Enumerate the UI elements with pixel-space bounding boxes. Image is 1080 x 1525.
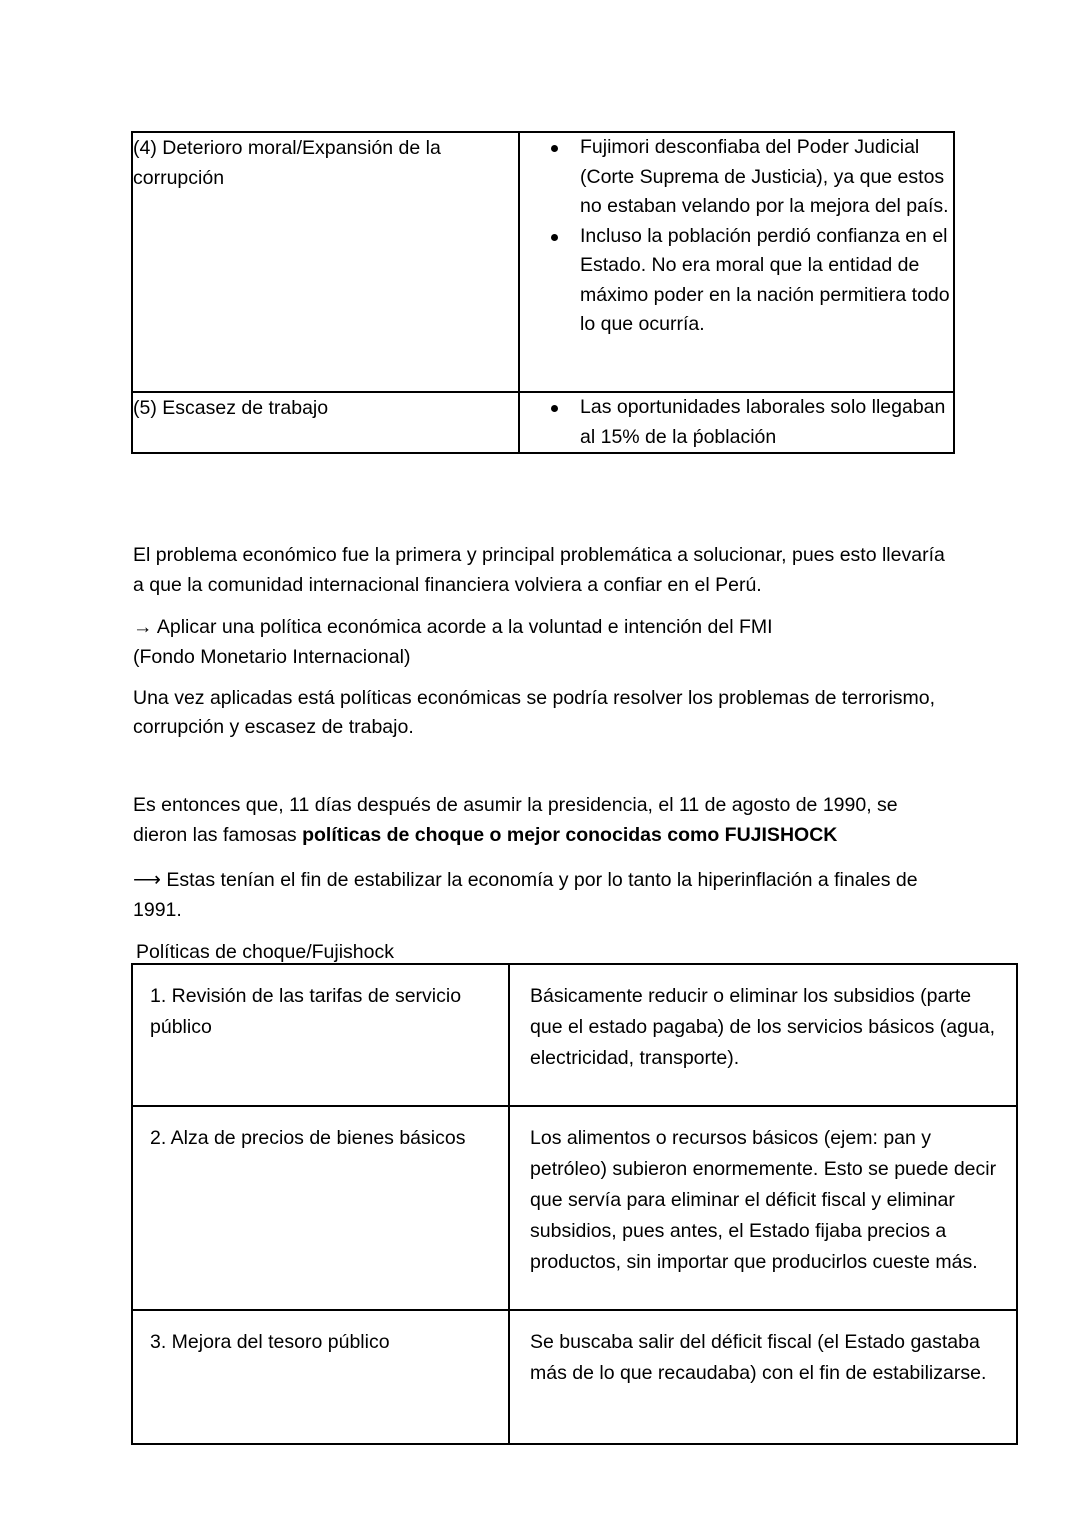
paragraph-estas-tenian: ⟶ Estas tenían el fin de estabilizar la economía y por lo tanto la hiperinflación a finales de 1991. <box>133 869 918 921</box>
paragraph-una-vez-aplicadas: Una vez aplicadas está políticas económicas se podría resolver los problemas de terrorismo, corrupción y escasez de trabajo. <box>133 687 936 738</box>
list-item: Fujimori desconfiaba del Poder Judicial (Corte Suprema de Justicia), ya que estos no estaban velando por la mejora del país. <box>520 133 953 222</box>
policy-label-2: 2. Alza de precios de bienes básicos <box>132 1106 509 1310</box>
fujishock-bold-phrase: políticas de choque o mejor conocidas como FUJISHOCK <box>302 824 838 846</box>
policies-table <box>131 963 1018 1445</box>
policy-description-1: Básicamente reducir o eliminar los subsidios (parte que el estado pagaba) de los servicios básicos (agua, electricidad, transporte). <box>509 964 1017 1106</box>
fmi-line-1: → Aplicar una política económica acorde a la voluntad e intención del FMI <box>133 616 773 638</box>
problem-detail-moral <box>519 132 954 392</box>
problem-detail-escasez <box>519 392 954 453</box>
bullet-list <box>520 133 953 340</box>
problem-label-escasez: (5) Escasez de trabajo <box>132 392 519 453</box>
bullet-list <box>520 393 953 452</box>
table-row <box>132 392 954 453</box>
paragraph-fujishock <box>133 790 955 850</box>
paragraph-fmi <box>133 612 951 672</box>
problems-table <box>131 131 955 454</box>
paragraph-problema-economico: El problema económico fue la primera y principal problemática a solucionar, pues esto llevaría a que la comunidad internacional financiera volviera a confiar en el Perú. <box>133 544 945 596</box>
table-row <box>132 1310 1017 1444</box>
fujishock-text-prefix: Es entonces que, 11 días después de asumir la presidencia, el 11 de agosto de 1990, se dieron las famosas <box>133 794 898 846</box>
fmi-line-2: (Fondo Monetario Internacional) <box>133 646 411 668</box>
table-row <box>132 964 1017 1106</box>
list-item: Incluso la población perdió confianza en el Estado. No era moral que la entidad de máximo poder en la nación permitiera todo lo que ocurría. <box>520 222 953 340</box>
table-row <box>132 132 954 392</box>
policy-label-3: 3. Mejora del tesoro público <box>132 1310 509 1444</box>
policy-label-1: 1. Revisión de las tarifas de servicio público <box>132 964 509 1106</box>
table-row <box>132 1106 1017 1310</box>
policy-description-3: Se buscaba salir del déficit fiscal (el Estado gastaba más de lo que recaudaba) con el fin de estabilizarse. <box>509 1310 1017 1444</box>
policy-description-2: Los alimentos o recursos básicos (ejem: pan y petróleo) subieron enormemente. Esto se puede decir que servía para eliminar el déficit fiscal y eliminar subsidios, pues antes, el Estado fijaba precios a productos, sin importar que producirlos cueste más. <box>509 1106 1017 1310</box>
problem-label-moral: (4) Deterioro moral/Expansión de la corrupción <box>132 132 519 392</box>
policies-table-caption: Políticas de choque/Fujishock <box>136 941 394 963</box>
list-item: Las oportunidades laborales solo llegaban al 15% de la ṕoblación <box>520 393 953 452</box>
